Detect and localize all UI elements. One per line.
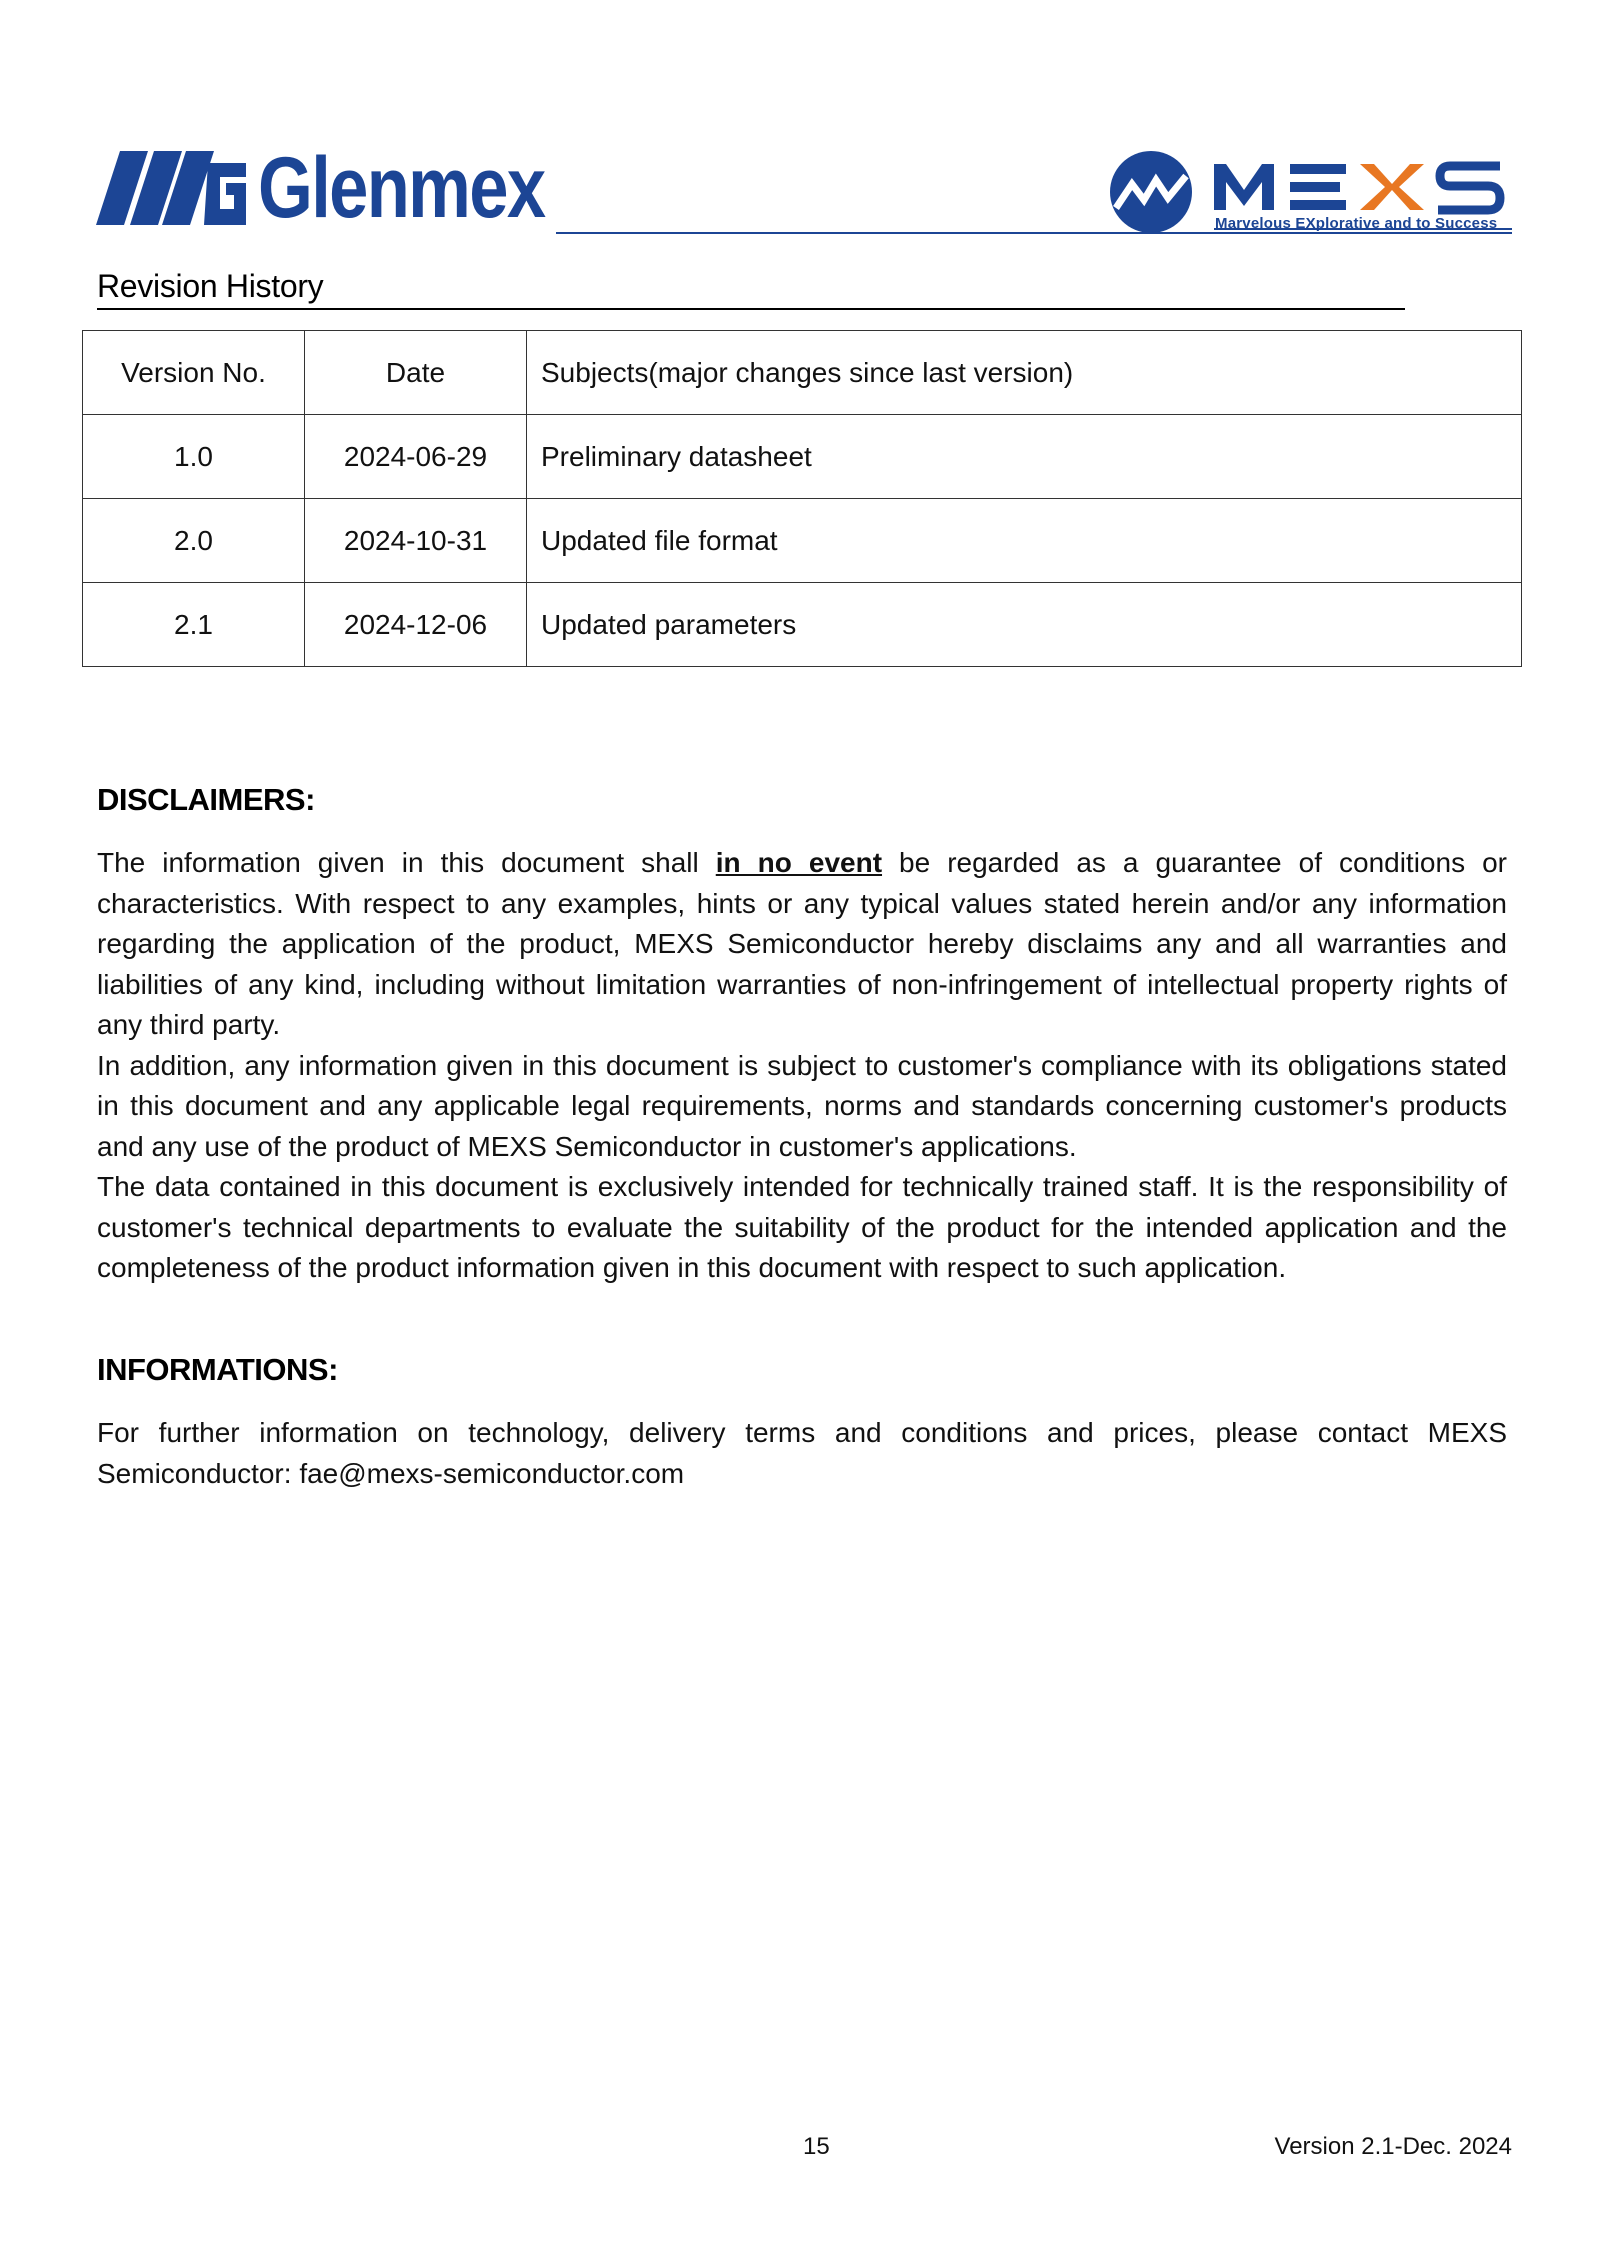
cell-date: 2024-06-29 xyxy=(305,415,527,499)
page-number: 15 xyxy=(803,2133,830,2160)
glenmex-mark-icon xyxy=(96,149,246,227)
table-row xyxy=(83,415,1522,499)
cell-subject: Updated file format xyxy=(527,499,1522,583)
column-header-version: Version No. xyxy=(83,331,305,415)
emphasis-in-no-event: in no event xyxy=(715,847,883,878)
column-header-date: Date xyxy=(305,331,527,415)
disclaimer-paragraph-3: The data contained in this document is exclusively intended for technically trained staff. It is the responsibility of customer's technical departments to evaluate the suitability of the product for the intended application and the completeness of the product information given in this document with respect to such application. xyxy=(97,1171,1507,1283)
cell-date: 2024-10-31 xyxy=(305,499,527,583)
revision-history-title: Revision History xyxy=(97,268,324,304)
column-header-subjects: Subjects(major changes since last version) xyxy=(527,331,1522,415)
glenmex-wordmark: Glenmex xyxy=(258,140,545,236)
revision-history-rule xyxy=(97,308,1405,310)
table-header-row xyxy=(83,331,1522,415)
footer-version: Version 2.1-Dec. 2024 xyxy=(1274,2133,1512,2160)
disclaimers-body xyxy=(97,843,1507,1289)
informations-body xyxy=(97,1413,1507,1494)
revision-table xyxy=(82,330,1522,667)
mexs-tagline: Marvelous EXplorative and to Success xyxy=(1215,215,1498,232)
cell-version: 2.1 xyxy=(83,583,305,667)
cell-subject: Preliminary datasheet xyxy=(527,415,1522,499)
disclaimer-paragraph-2: In addition, any information given in this document is subject to customer's compliance with its obligations stated in this document and any applicable legal requirements, norms and standards concerning customer's products and any use of the product of MEXS Semiconductor in customer's applications. xyxy=(97,1049,1507,1162)
disclaimers-heading: DISCLAIMERS: xyxy=(97,782,315,817)
glenmex-logo xyxy=(96,140,607,236)
disclaimer-paragraph-1: The information given in this document shall in no event be regarded as a guarantee of conditions or characteristics. With respect to any examples, hints or any typical values stated herein and/or any information regarding the application of the product, MEXS Semiconductor hereby disclaims any and all warranties and liabilities of any kind, including without limitation warranties of non-infringement of intellectual property rights of any third party. xyxy=(97,847,1507,1040)
cell-subject: Updated parameters xyxy=(527,583,1522,667)
cell-version: 2.0 xyxy=(83,499,305,583)
cell-version: 1.0 xyxy=(83,415,305,499)
informations-heading: INFORMATIONS: xyxy=(97,1352,338,1387)
cell-date: 2024-12-06 xyxy=(305,583,527,667)
informations-paragraph: For further information on technology, delivery terms and conditions and prices, please contact MEXS Semiconductor: fae@mexs-semiconductor.com xyxy=(97,1417,1507,1489)
table-row xyxy=(83,583,1522,667)
table-row xyxy=(83,499,1522,583)
